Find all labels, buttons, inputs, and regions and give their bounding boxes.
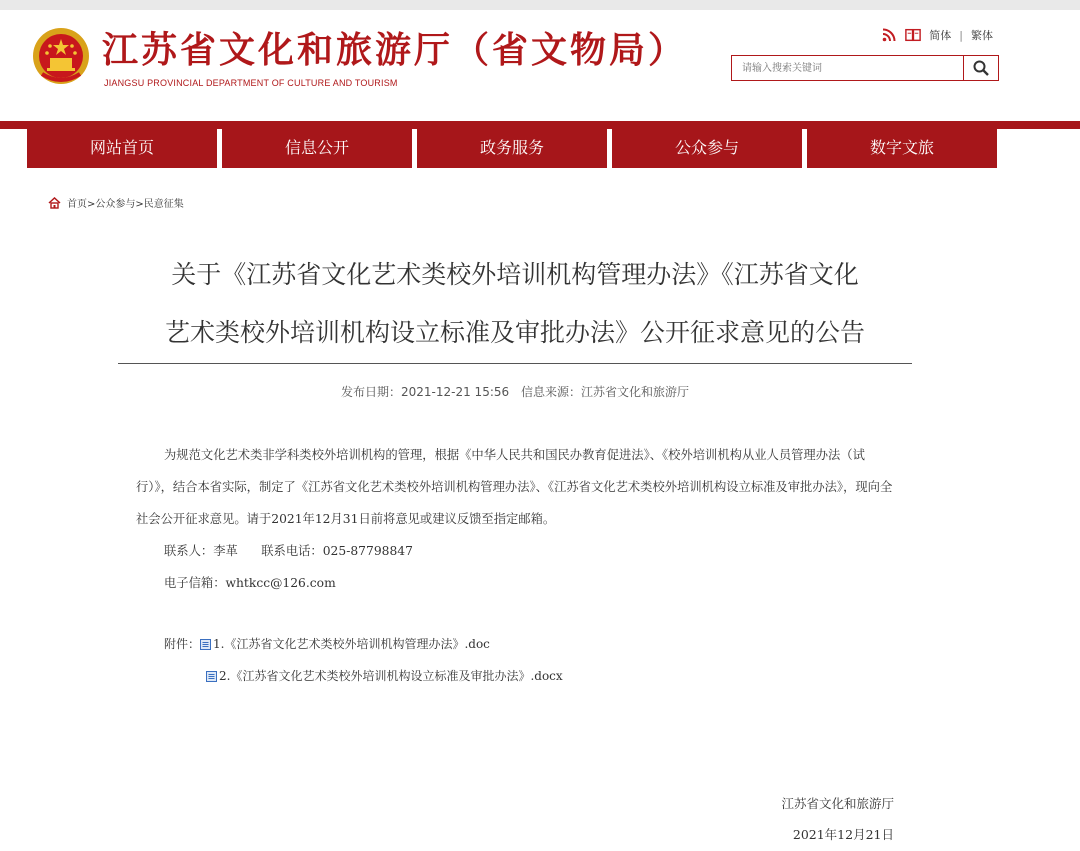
national-emblem-logo xyxy=(30,26,92,88)
lang-separator: | xyxy=(959,28,963,42)
attachment-row xyxy=(164,660,563,692)
article-body xyxy=(136,439,896,599)
attachment-row xyxy=(164,628,563,660)
signature-date: 2021年12月21日 xyxy=(792,827,894,842)
lang-traditional-link[interactable]: 繁体 xyxy=(971,29,993,42)
attachments-label: 附件： xyxy=(164,637,201,651)
nav-digital-culture-tourism[interactable]: 数字文旅 xyxy=(807,121,997,168)
article-meta xyxy=(118,383,912,400)
home-icon xyxy=(48,197,61,209)
article-title-line: 艺术类校外培训机构设立标准及审批办法》公开征求意见的公告 xyxy=(164,318,865,347)
attachment-link-1[interactable]: 1.《江苏省文化艺术类校外培训机构管理办法》.doc xyxy=(213,637,490,651)
contact-info: 联系人：李革 联系电话：025-87798847 xyxy=(164,544,413,558)
book-icon[interactable] xyxy=(905,27,921,43)
main-nav xyxy=(27,121,997,168)
breadcrumb xyxy=(48,195,184,210)
breadcrumb-opinion-collection[interactable]: 民意征集 xyxy=(143,199,184,210)
rss-icon[interactable] xyxy=(881,27,897,43)
search-input[interactable] xyxy=(732,56,963,80)
nav-public-participation[interactable]: 公众参与 xyxy=(612,121,802,168)
article-title-line: 关于《江苏省文化艺术类校外培训机构管理办法》《江苏省文化 xyxy=(171,260,859,289)
search-icon xyxy=(973,60,989,76)
signature-org: 江苏省文化和旅游厅 xyxy=(781,796,894,811)
publish-date: 发布日期：2021-12-21 15:56 xyxy=(341,385,510,399)
search-button[interactable] xyxy=(963,56,998,80)
top-strip xyxy=(0,0,1080,10)
lang-simplified-link[interactable]: 简体 xyxy=(929,29,952,42)
attachment-link-2[interactable]: 2.《江苏省文化艺术类校外培训机构设立标准及审批办法》.docx xyxy=(219,669,563,683)
breadcrumb-home[interactable]: 首页 xyxy=(67,199,87,210)
nav-government-services[interactable]: 政务服务 xyxy=(417,121,607,168)
document-icon xyxy=(206,671,217,682)
attachments xyxy=(164,628,563,692)
search-box xyxy=(731,55,999,81)
info-source: 信息来源：江苏省文化和旅游厅 xyxy=(520,385,689,399)
site-title: 江苏省文化和旅游厅（省文物局） xyxy=(102,29,688,71)
article-paragraph: 为规范文化艺术类非学科类校外培训机构的管理，根据《中华人民共和国民办教育促进法》、《校外培训机构从业人员管理办法（试行）》，结合本省实际，制定了《江苏省文化艺术类校外培训机构管理办法》、《江苏省文化艺术类校外培训机构设立标准及审批办法》，现向全社会公开征求意见。请于2021年12月31日前将意见或建议反馈至指定邮箱。 xyxy=(136,448,893,526)
breadcrumb-public-participation[interactable]: 公众参与 xyxy=(95,199,136,210)
site-subtitle: JIANGSU PROVINCIAL DEPARTMENT OF CULTURE AND TOURISM xyxy=(104,78,398,88)
nav-home[interactable]: 网站首页 xyxy=(27,121,217,168)
breadcrumb-separator: > xyxy=(135,199,144,210)
article-title xyxy=(118,246,912,362)
document-icon xyxy=(200,639,211,650)
nav-info-disclosure[interactable]: 信息公开 xyxy=(222,121,412,168)
signature xyxy=(781,788,894,850)
email-info: 电子信箱：whtkcc@126.com xyxy=(164,576,336,590)
title-divider xyxy=(118,363,912,364)
header-tools xyxy=(881,26,993,44)
breadcrumb-separator: > xyxy=(87,199,96,210)
